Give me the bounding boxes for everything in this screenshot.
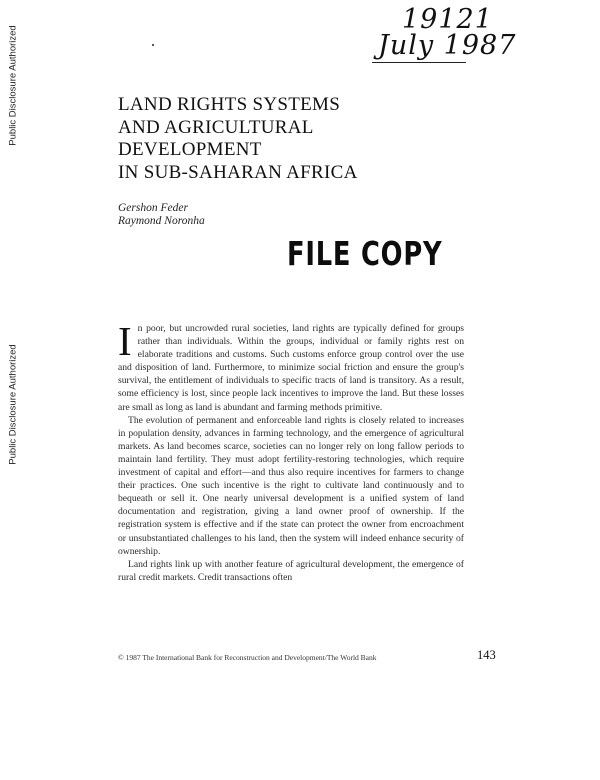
- body-paragraph: The evolution of permanent and enforceable land rights is closely related to increases in population density, advances in farming technology, and the emergence of agricultural markets. As land becomes scarce, societies can no longer rely on long fallow periods to maintain land fertility. They must adopt fertility-restoring technologies, which require investment of capital and effort—and thus also require incentives for farmers to change their practices. One such incentive is the right to cultivate land continuously and to bequeath or sell it. One nearly universal development is a unified system of land documentation and registration, giving a land owner proof of ownership. If the registration system is effective and if the state can protect the owner from encroachment or unsubstantiated challenges to his land, then the system will indeed enhance security of ownership.: [118, 414, 464, 557]
- author-name: Raymond Noronha: [118, 215, 205, 227]
- handwritten-report-number: 19121: [402, 4, 493, 35]
- paragraph-text: n poor, but uncrowded rural societies, land rights are typically defined for groups rather than individuals. Within the groups, individual or family rights rest on elaborate traditions and customs. Such customs enforce group control over the use and disposition of land. Furthermore, to minimize social friction and ensure the group's survival, the entitlement of individuals to specific tracts of land is transitory. As a result, some efficiency is lost, since people lack incentives to improve the land. But these losses are small as long as land is abundant and farming methods primitive.: [118, 323, 464, 413]
- title-line: AND AGRICULTURAL: [118, 116, 314, 138]
- title-line: LAND RIGHTS SYSTEMS: [118, 94, 341, 115]
- scan-speck: [152, 44, 154, 46]
- handwritten-date: July 1987: [378, 30, 517, 61]
- copyright-notice: © 1987 The International Bank for Reconstruction and Development/The World Bank: [118, 653, 377, 662]
- title-line: IN SUB-SAHARAN AFRICA: [118, 161, 358, 183]
- article-title: [118, 94, 358, 184]
- disclosure-stamp: Public Disclosure Authorized: [7, 344, 19, 465]
- body-paragraph: [118, 318, 464, 414]
- drop-cap: I: [118, 318, 132, 364]
- page-number: 143: [477, 648, 496, 662]
- handwritten-underline: [372, 62, 466, 63]
- title-line: DEVELOPMENT: [118, 139, 262, 160]
- article-body: [118, 318, 464, 584]
- file-copy-stamp: FILE COPY: [287, 234, 443, 273]
- author-name: Gershon Feder: [118, 202, 188, 214]
- disclosure-stamp: Public Disclosure Authorized: [7, 25, 19, 146]
- body-paragraph: Land rights link up with another feature of agricultural development, the emergence of rural credit markets. Credit transactions often: [118, 558, 464, 583]
- author-list: [118, 202, 205, 228]
